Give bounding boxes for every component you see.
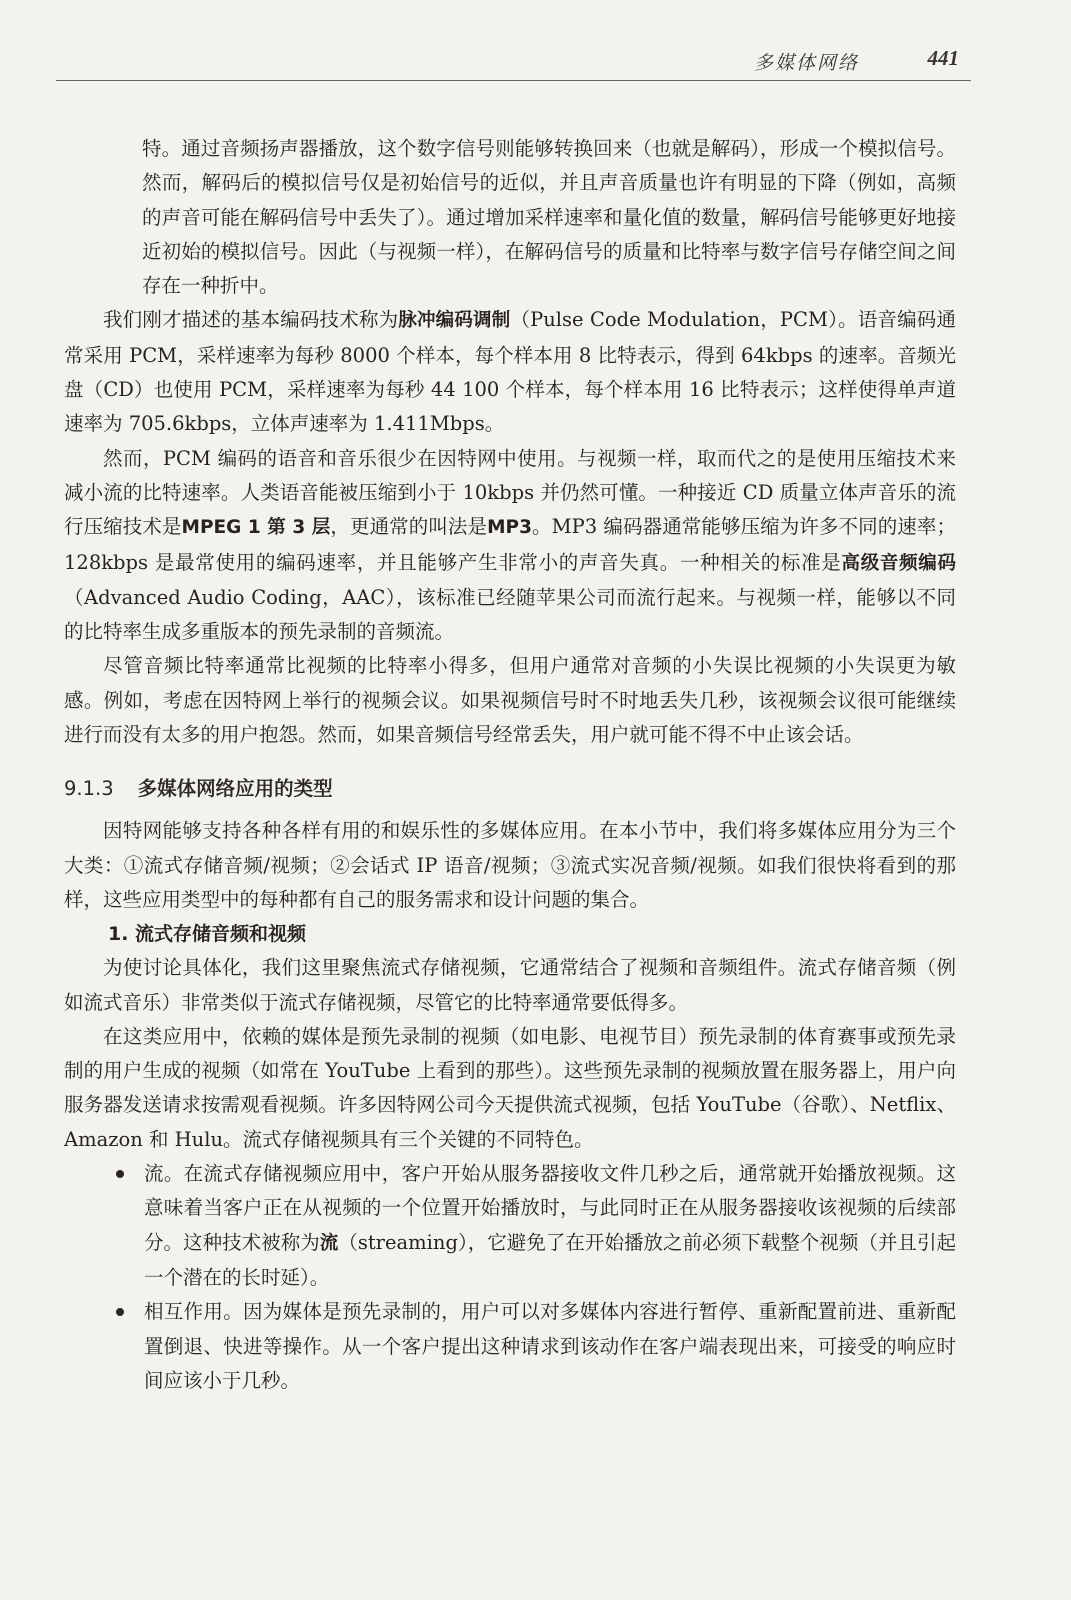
- page-number: 441: [927, 46, 959, 70]
- section-number: 9.1.3: [64, 777, 114, 801]
- paragraph-categories: 因特网能够支持各种各样有用的和娱乐性的多媒体应用。在本小节中，我们将多媒体应用分为三个大类：①流式存储音频/视频；②会话式 IP 语音/视频；③流式实况音频/视频。如我们很快将看到的那样，这些应用类型中的每种都有自己的服务需求和设计问题的集合。: [64, 819, 956, 911]
- section-heading: [64, 772, 956, 806]
- text-span: （Pulse Code Modulation，PCM）。语音编码通常采用 PCM，采样速率为每秒 8000 个样本，每个样本用 8 比特表示，得到 64kbps 的速率。音频光盘（CD）也使用 PCM，采样速率为每秒 44 100 个样本，每个样本用 16 比特表示；这样使得单声道速率为 705.6kbps，立体声速率为 1.411Mbps。: [64, 308, 956, 436]
- text-span: 。MP3 编码器通常能够压缩为许多不同的速率；128kbps 是最常使用的编码速率，并且能够产生非常小的声音失真。一种相关的标准是: [64, 515, 956, 574]
- paragraph-sensitivity: 尽管音频比特率通常比视频的比特率小得多，但用户通常对音频的小失误比视频的小失误更为敏感。例如，考虑在因特网上举行的视频会议。如果视频信号时不时地丢失几秒，该视频会议很可能继续进行而没有太多的用户抱怨。然而，如果音频信号经常丢失，用户就可能不得不中止该会话。: [64, 654, 956, 747]
- text-span: 然而，PCM 编码的语音和音乐很少在因特网中使用。与视频一样，取而代之的是使用压缩技术来减小流的比特速率。人类语音能被压缩到小于 10kbps 并仍然可懂。一种接近 CD 质量立体声音乐的流行压缩技术是: [64, 446, 956, 539]
- paragraph-pcm: [64, 303, 956, 441]
- text-span: 我们刚才描述的基本编码技术称为: [103, 308, 399, 332]
- section-title: 多媒体网络应用的类型: [137, 777, 333, 801]
- paragraph-stored-video: 在这类应用中，依赖的媒体是预先录制的视频（如电影、电视节目）预先录制的体育赛事或预先录制的用户生成的视频（如常在 YouTube 上看到的那些）。这些预先录制的视频放置在服务器上，用户向服务器发送请求按需观看视频。许多因特网公司今天提供流式视频，包括 YouTube（谷歌）、Netflix、Amazon 和 Hulu。流式存储视频具有三个关键的不同特色。: [64, 1024, 956, 1151]
- term-aac: 高级音频编码: [841, 552, 956, 574]
- bullet-item-interactivity: [64, 1295, 956, 1398]
- bullet-dot-icon: [116, 1170, 124, 1178]
- term-streaming: 流: [319, 1232, 339, 1254]
- bullet-item-streaming: [64, 1157, 956, 1295]
- text-span: （Advanced Audio Coding，AAC），该标准已经随苹果公司而流行起来。与视频一样，能够以不同的比特率生成多重版本的预先录制的音频流。: [64, 585, 956, 644]
- bullet-dot-icon: [116, 1308, 124, 1316]
- subsection-heading: 1. 流式存储音频和视频: [108, 923, 307, 946]
- body-text: [64, 132, 956, 1398]
- text-span: 。在流式存储视频应用中，客户开始从服务器接收文件几秒之后，通常就开始播放视频。这意味着当客户正在从视频的一个位置开始播放时，与此同时正在从服务器接收该视频的后续部分。这种技术被称为: [144, 1162, 956, 1254]
- term-pcm: 脉冲编码调制: [398, 310, 511, 332]
- paragraph-compression: [64, 442, 956, 650]
- term-mp3: MP3: [487, 517, 532, 539]
- continued-paragraph: 特。通过音频扬声器播放，这个数字信号则能够转换回来（也就是解码），形成一个模拟信号。然而，解码后的模拟信号仅是初始信号的近似，并且声音质量也许有明显的下降（例如，高频的声音可能在解码信号中丢失了）。通过增加采样速率和量化值的数量，解码信号能够更好地接近初始的模拟信号。因此（与视频一样），在解码信号的质量和比特率与数字信号存储空间之间存在一种折中。: [142, 137, 956, 298]
- text-span: 。因为媒体是预先录制的，用户可以对多媒体内容进行暂停、重新配置前进、重新配置倒退、快进等操作。从一个客户提出这种请求到该动作在客户端表现出来，可接受的响应时间应该小于几秒。: [144, 1300, 956, 1392]
- bullet-lead: 流: [144, 1162, 164, 1186]
- text-span: ，更通常的叫法是: [330, 515, 488, 539]
- text-span: （streaming），它避免了在开始播放之前必须下载整个视频（并且引起一个潜在的长时延）。: [144, 1230, 956, 1289]
- running-header: [56, 44, 971, 81]
- bullet-lead: 相互作用: [144, 1300, 224, 1324]
- running-header-title: 多媒体网络: [753, 52, 859, 74]
- paragraph-focus: 为使讨论具体化，我们这里聚焦流式存储视频，它通常结合了视频和音频组件。流式存储音频（例如流式音乐）非常类似于流式存储视频，尽管它的比特率通常要低得多。: [64, 956, 956, 1014]
- term-mpeg: MPEG 1 第 3 层: [181, 517, 331, 539]
